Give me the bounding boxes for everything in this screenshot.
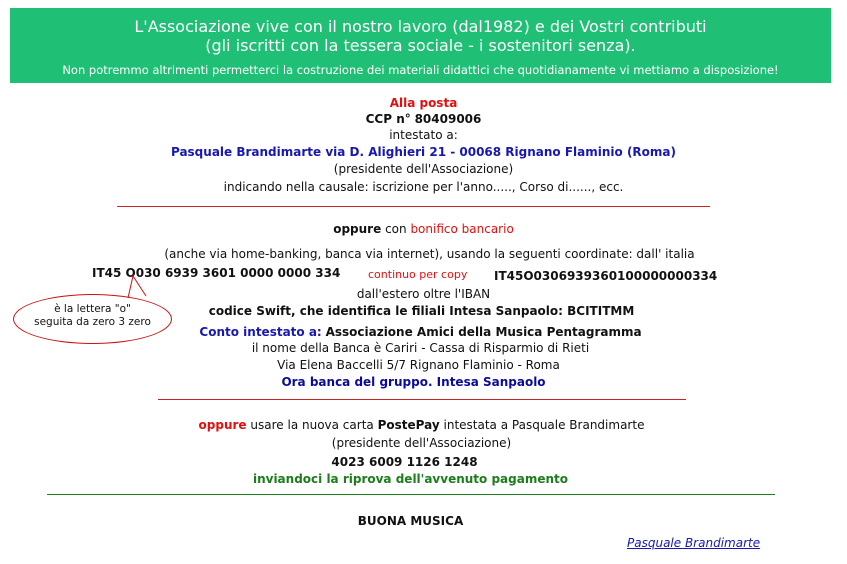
- banner-subtitle: (gli iscritti con la tessera sociale - i sostenitori senza).: [205, 36, 636, 55]
- oppure-label: oppure: [333, 222, 382, 236]
- con-label: con: [385, 222, 407, 236]
- banner-note: Non potremmo altrimenti permetterci la costruzione dei materiali didattici che quotidianamente vi mettiamo a disposizione!: [62, 63, 779, 77]
- posta-heading: Alla posta: [389, 96, 458, 110]
- postepay-line: [0, 418, 845, 433]
- intestatario: Pasquale Brandimarte via D. Alighieri 21 - 00068 Rignano Flaminio (Roma): [170, 145, 677, 159]
- bank-name: il nome della Banca è Cariri - Cassa di Risparmio di Rieti: [251, 341, 590, 355]
- bank-group: Ora banca del gruppo. Intesa Sanpaolo: [281, 375, 546, 389]
- divider: [47, 494, 775, 495]
- ccp-label: CCP n°: [365, 112, 411, 126]
- closing: BUONA MUSICA: [357, 514, 464, 528]
- postepay-role: (presidente dell'Associazione): [331, 436, 512, 450]
- postepay-number: 4023 6009 1126 1248: [331, 455, 478, 469]
- posta-role: (presidente dell'Associazione): [333, 162, 514, 176]
- iban-spaced: IT45 O030 6939 3601 0000 0000 334: [92, 266, 341, 280]
- estero-note: dall'estero oltre l'IBAN: [356, 287, 491, 301]
- bonifico-method: bonifico bancario: [410, 222, 514, 236]
- bank-address: Via Elena Baccelli 5/7 Rignano Flaminio - Roma: [277, 358, 560, 372]
- swift-code: codice Swift, che identifica le filiali Intesa Sanpaolo: BCITITMM: [208, 304, 635, 318]
- postepay-text2: intestata a Pasquale Brandimarte: [443, 418, 645, 432]
- bonifico-note: (anche via home-banking, banca via internet), usando la seguenti coordinate: dall' italia: [164, 247, 695, 261]
- copy-label: continuo per copy: [368, 268, 468, 281]
- postepay-oppure: oppure: [198, 418, 247, 432]
- conto-name: Associazione Amici della Musica Pentagramma: [325, 325, 642, 339]
- postepay-text1: usare la nuova carta: [250, 418, 374, 432]
- signature-link[interactable]: Pasquale Brandimarte: [627, 536, 761, 550]
- annotation-line2: seguita da zero 3 zero: [34, 316, 151, 328]
- annotation-text: [13, 303, 172, 329]
- annotation-line1: è la lettera "o": [54, 303, 131, 315]
- postepay-card: PostePay: [377, 418, 440, 432]
- divider: [158, 399, 686, 400]
- payment-proof: inviandoci la riprova dell'avvenuto pagamento: [252, 472, 569, 486]
- conto-label: Conto intestato a:: [199, 325, 322, 339]
- banner-title: L'Associazione vive con il nostro lavoro (dal1982) e dei Vostri contributi: [134, 17, 707, 36]
- intestato-label: intestato a:: [389, 128, 458, 142]
- ccp-number: 80409006: [414, 112, 482, 126]
- posta-causale: indicando nella causale: iscrizione per l'anno....., Corso di......, ecc.: [223, 180, 624, 194]
- iban-continuous: IT45O0306939360100000000334: [494, 269, 718, 283]
